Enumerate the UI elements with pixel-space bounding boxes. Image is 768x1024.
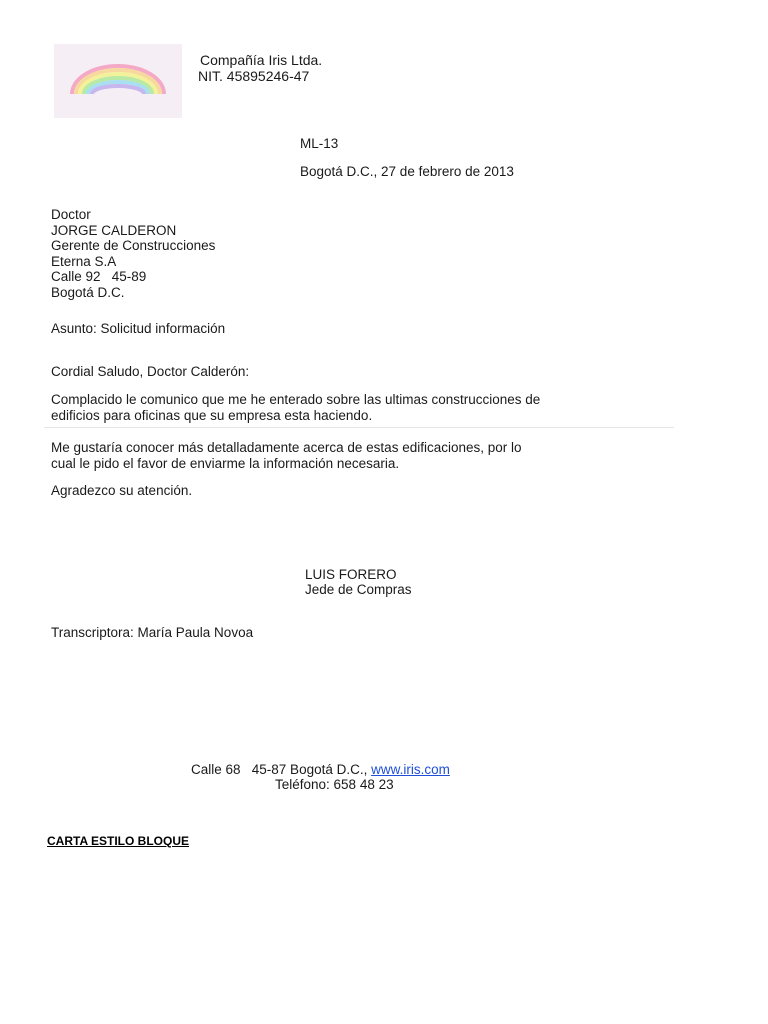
signer-title: Jede de Compras (305, 582, 412, 597)
footer-address-text: Calle 68 45-87 Bogotá D.C., (191, 762, 372, 777)
greeting: Cordial Saludo, Doctor Calderón: (51, 364, 250, 379)
recipient-position: Gerente de Construcciones (51, 238, 216, 254)
body-paragraph-2 (51, 440, 522, 472)
paragraph-line: Complacido le comunico que me he enterado sobre las ultimas construcciones de (51, 392, 541, 407)
divider (44, 427, 674, 428)
recipient-block (51, 207, 215, 301)
paragraph-line: edificios para oficinas que su empresa esta haciendo. (51, 408, 373, 423)
recipient-name: JORGE CALDERON (51, 222, 177, 238)
signer-name: LUIS FORERO (305, 567, 397, 582)
place-date: Bogotá D.C., 27 de febrero de 2013 (300, 164, 514, 179)
body-paragraph-1 (51, 392, 540, 424)
footer-address (191, 762, 450, 777)
recipient-title: Doctor (51, 207, 91, 222)
company-name: Compañía Iris Ltda. (200, 52, 323, 68)
paragraph-line: cual le pido el favor de enviarme la información necesaria. (51, 456, 400, 471)
closing-line: Agradezco su atención. (51, 483, 193, 498)
subject-line: Asunto: Solicitud información (51, 321, 226, 336)
recipient-city: Bogotá D.C. (51, 284, 125, 300)
paragraph-line: Me gustaría conocer más detalladamente acerca de estas edificaciones, por lo (51, 440, 522, 455)
footer-phone: Teléfono: 658 48 23 (275, 777, 394, 792)
recipient-address: Calle 92 45-89 (51, 269, 147, 285)
website-link[interactable]: www.iris.com (371, 762, 450, 777)
company-logo (54, 44, 182, 118)
rainbow-icon (54, 44, 182, 118)
document-caption: CARTA ESTILO BLOQUE (47, 834, 189, 848)
recipient-company: Eterna S.A (51, 253, 117, 269)
company-nit: NIT. 45895246-47 (198, 68, 310, 84)
reference-code: ML-13 (300, 136, 339, 151)
transcriber-line: Transcriptora: María Paula Novoa (51, 625, 254, 640)
